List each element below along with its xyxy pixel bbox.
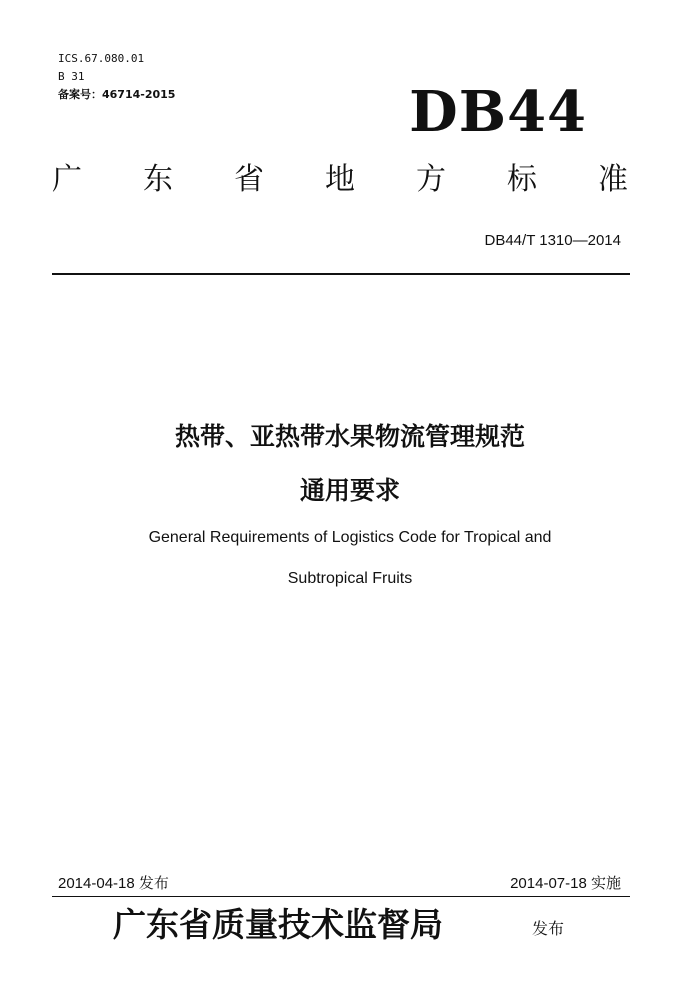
english-title-line-1: General Requirements of Logistics Code for Tropical and [148, 529, 552, 546]
standard-type-char: 省 [234, 162, 264, 197]
standard-type-char: 准 [598, 162, 628, 197]
chinese-title-line-1: 热带、亚热带水果物流管理规范 [174, 422, 525, 451]
standard-type-heading [52, 160, 628, 200]
ics-code: ICS.67.080.01 [58, 52, 145, 65]
footer-divider [52, 896, 630, 897]
db44-logo: DB44 [409, 79, 587, 145]
issuing-authority: 广东省质量技术监督局 [113, 905, 443, 944]
standard-type-char: 标 [507, 162, 537, 197]
standard-type-char: 地 [325, 162, 355, 197]
header-divider [52, 273, 630, 275]
standard-number: DB44/T 1310—2014 [484, 232, 621, 249]
standard-type-char: 广 [52, 162, 82, 197]
publish-date: 2014-04-18 发布 [58, 875, 169, 892]
standard-type-char: 东 [143, 162, 173, 197]
standard-type-char: 方 [416, 162, 446, 197]
chinese-title-line-2: 通用要求 [299, 476, 400, 505]
record-number: 备案号：46714-2015 [58, 88, 176, 101]
issue-label: 发布 [532, 919, 565, 938]
implement-date: 2014-07-18 实施 [510, 875, 621, 892]
classification-code: B 31 [58, 70, 85, 83]
english-title-line-2: Subtropical Fruits [287, 570, 413, 587]
